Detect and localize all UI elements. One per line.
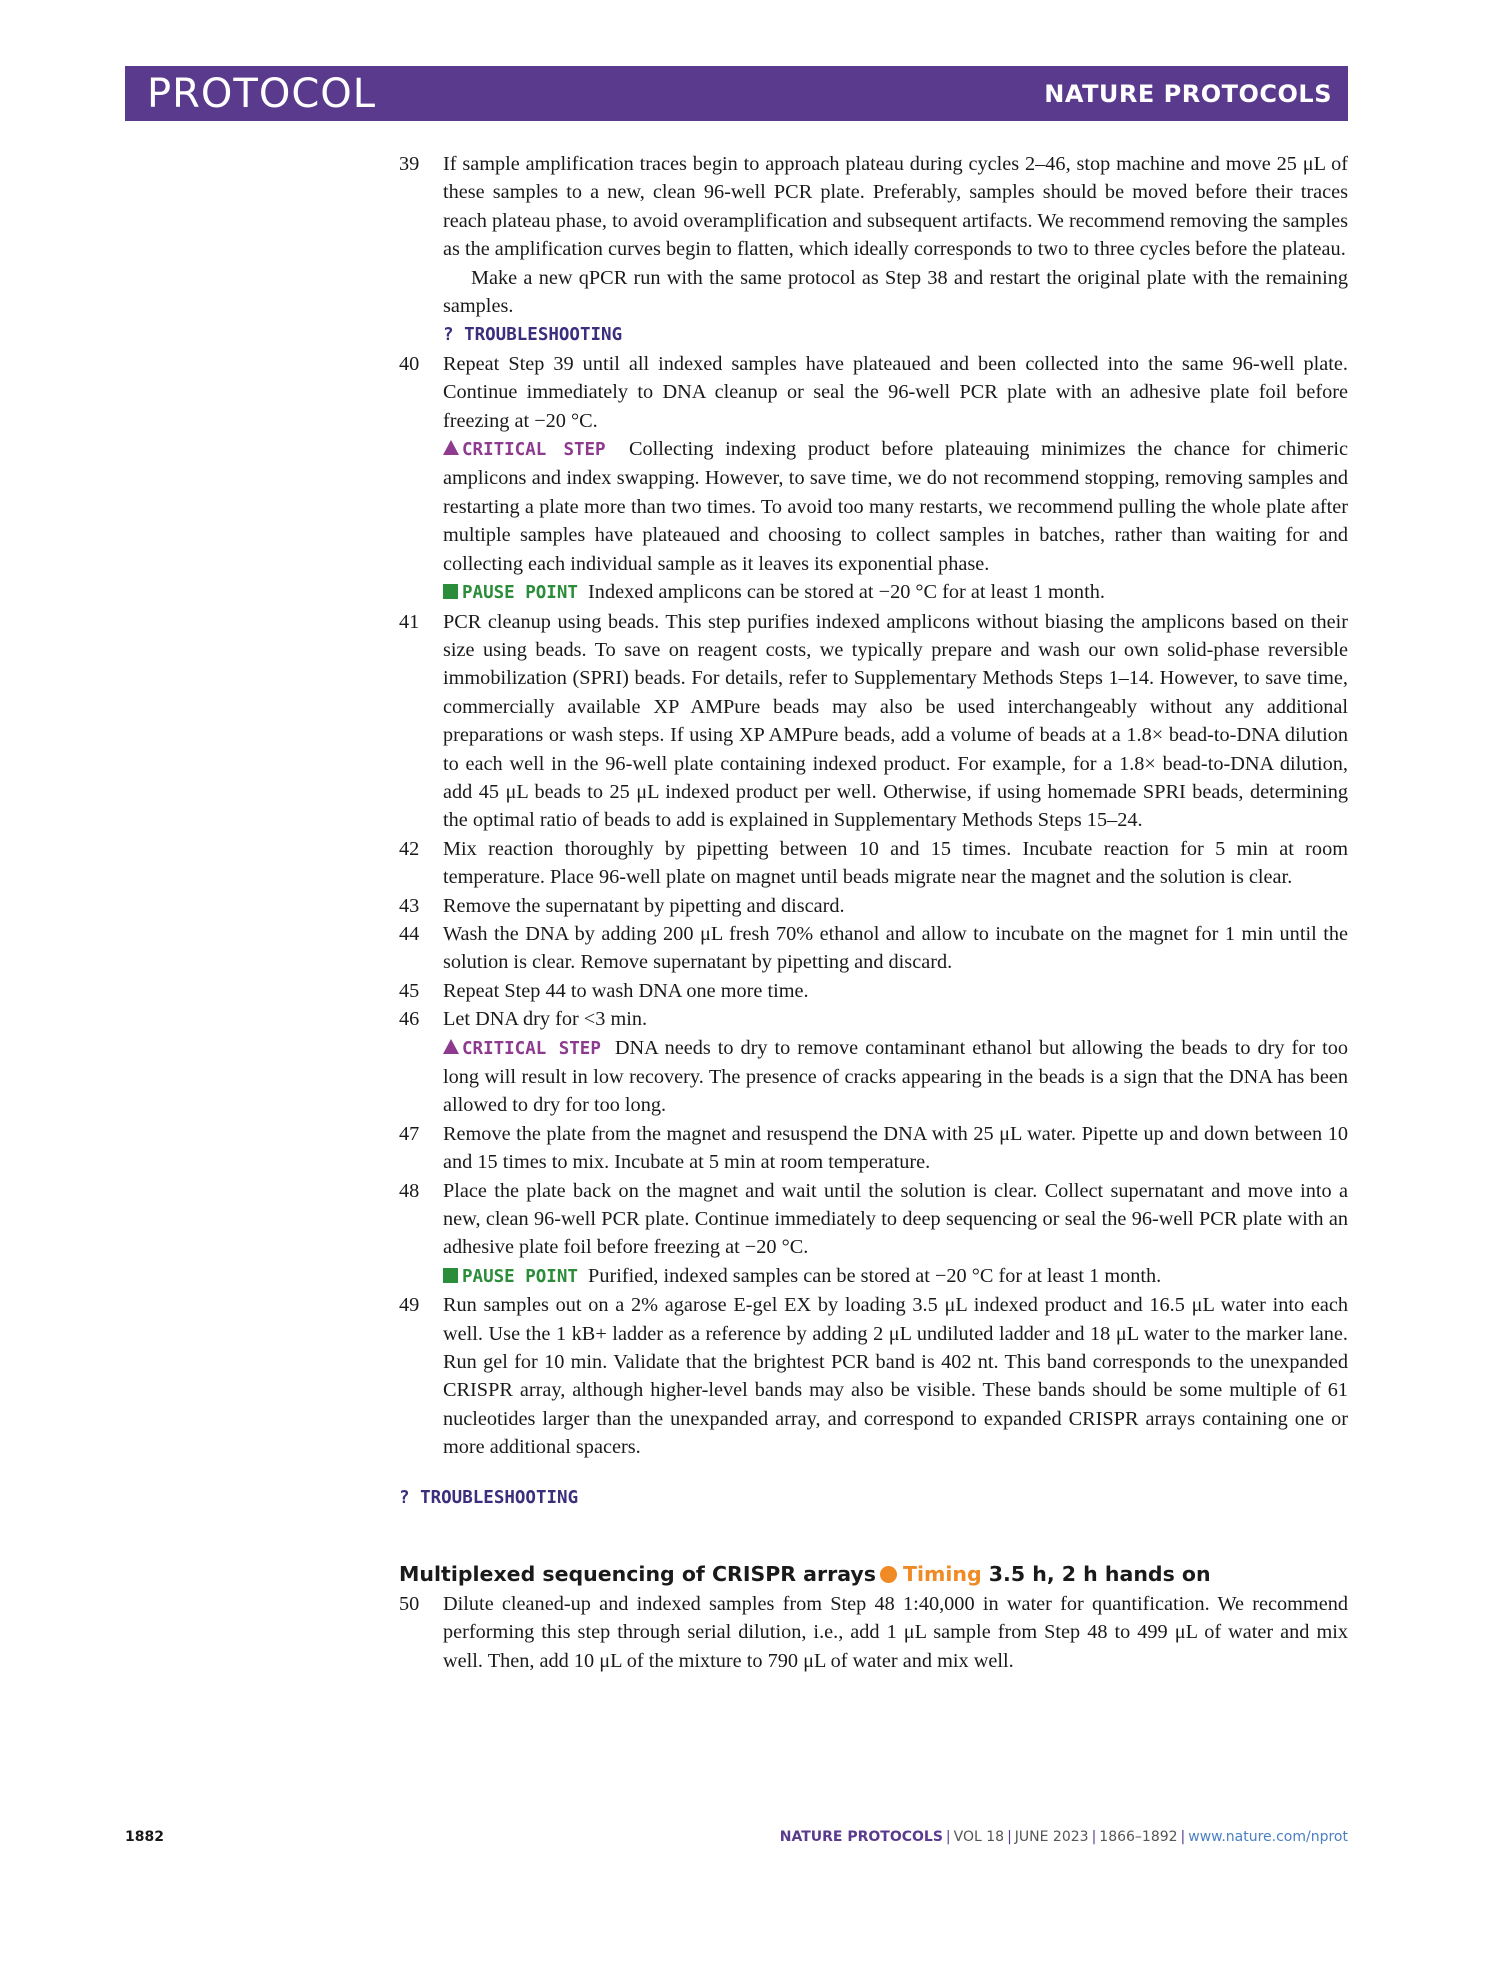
critical-step-label: CRITICAL STEP [462,440,606,461]
timing-label: Timing [902,1561,982,1586]
step-text: Dilute cleaned-up and indexed samples from Step 48 1:40,000 in water for quantification. We recommend performing this step through serial dilution, i.e., add 1 μL sample from Step 48 to 499 μL of water and mix well. Then, add 10 μL of the mixture to 790 μL of water and mix well. [443,1592,1348,1672]
step-text: PCR cleanup using beads. This step purifies indexed amplicons without biasing the amplicons based on their size using beads. To save on reagent costs, we typically prepare and wash our own solid-phase reversible immobilization (SPRI) beads. For details, refer to Supplementary Methods Steps 1–14. However, to save time, commercially available XP AMPure beads may also be used interchangeably without any additional preparations or wash steps. If using XP AMPure beads, add a volume of beads at a 1.8× bead-to-DNA dilution to each well in the 96-well plate containing indexed product. For example, for a 1.8× bead-to-DNA dilution, add 45 μL beads to 25 μL indexed product per well. Otherwise, if using homemade SPRI beads, determining the optimal ratio of beads to add is explained in Supplementary Methods Steps 15–24. [443,610,1348,832]
footer-journal-name: NATURE PROTOCOLS [779,1829,943,1845]
step-41 [399,608,1348,835]
timing-dot-icon [880,1566,897,1583]
step-number: 47 [399,1122,420,1145]
step-39 [399,150,1348,350]
pause-point-label: PAUSE POINT [462,1266,578,1287]
step-number: 41 [399,610,420,633]
step-text: Make a new qPCR run with the same protocol as Step 38 and restart the original plate with the remaining samples. [443,266,1348,318]
critical-step-note [443,435,1348,578]
critical-step-text: Collecting indexing product before plateauing minimizes the chance for chimeric amplicons and index swapping. However, to save time, we do not recommend stopping, removing samples and restarting a plate more than two times. To avoid too many restarts, we recommend pulling the whole plate after multiple samples have plateaued and choosing to collect samples in batches, rather than waiting for and collecting each individual sample as it leaves its exponential phase. [443,438,1349,575]
critical-step-label: CRITICAL STEP [462,1038,601,1059]
protocol-body [399,150,1348,1675]
troubleshooting-link[interactable]: ? TROUBLESHOOTING [443,325,623,346]
step-43 [399,892,1348,920]
critical-step-note [443,1034,1348,1120]
step-44 [399,920,1348,977]
footer-url-link[interactable]: www.nature.com/nprot [1188,1829,1348,1845]
journal-title: NATURE PROTOCOLS [1044,79,1332,108]
step-40 [399,350,1348,608]
step-number: 49 [399,1294,420,1317]
step-45 [399,977,1348,1005]
step-number: 46 [399,1008,420,1031]
timing-value: 3.5 h, 2 h hands on [988,1561,1211,1586]
section-title: Multiplexed sequencing of CRISPR arrays [399,1561,876,1586]
step-number: 50 [399,1592,420,1615]
step-50 [399,1590,1348,1675]
step-text: Mix reaction thoroughly by pipetting between 10 and 15 times. Incubate reaction for 5 min at room temperature. Place 96-well plate on magnet until beads migrate near the magnet and the solution is clear. [443,837,1348,889]
step-47 [399,1120,1348,1177]
step-text: Run samples out on a 2% agarose E-gel EX by loading 3.5 μL indexed product and 16.5 μL water into each well. Use the 1 kB+ ladder as a reference by adding 2 μL undiluted ladder and 18 μL water to the marker lane. Run gel for 10 min. Validate that the brightest PCR band is 402 nt. This band corresponds to the unexpanded CRISPR array, although higher-level bands may also be visible. These bands should be some multiple of 61 nucleotides larger than the unexpanded array, and correspond to expanded CRISPR arrays containing one or more additional spacers. [443,1294,1348,1459]
pause-point-note [443,1262,1348,1291]
step-text: Repeat Step 44 to wash DNA one more time. [443,979,809,1002]
pause-point-text: Indexed amplicons can be stored at −20 °C for at least 1 month. [588,581,1105,604]
step-number: 39 [399,153,420,175]
step-text: Remove the supernatant by pipetting and discard. [443,894,845,917]
troubleshooting-link[interactable]: ? TROUBLESHOOTING [399,1487,579,1508]
step-number: 48 [399,1179,420,1202]
pause-square-icon [443,584,458,599]
step-48 [399,1177,1348,1292]
step-number: 43 [399,894,420,917]
step-number: 45 [399,979,420,1002]
page-number: 1882 [125,1829,164,1845]
step-46 [399,1005,1348,1120]
header-banner [125,66,1348,121]
footer-pages: 1866–1892 [1099,1829,1178,1845]
footer-volume: VOL 18 [953,1829,1005,1845]
pause-point-note [443,578,1348,607]
section-type-label: PROTOCOL [147,70,377,117]
step-number: 40 [399,352,420,375]
step-text: Let DNA dry for <3 min. [443,1008,648,1031]
warning-triangle-icon [443,1039,459,1054]
pause-point-label: PAUSE POINT [462,583,578,604]
warning-triangle-icon [443,440,459,455]
pause-point-text: Purified, indexed samples can be stored at −20 °C for at least 1 month. [588,1264,1162,1287]
step-number: 44 [399,922,420,945]
step-text: If sample amplification traces begin to approach plateau during cycles 2–46, stop machine and move 25 μL of these samples to a new, clean 96-well PCR plate. Preferably, samples should be moved before their traces reach plateau phase, to avoid overamplification and subsequent artifacts. We recommend removing the samples as the amplification curves begin to flatten, which ideally corresponds to two to three cycles before the plateau. [443,153,1348,261]
step-42 [399,835,1348,892]
footer-date: JUNE 2023 [1014,1829,1089,1845]
pause-square-icon [443,1268,458,1283]
citation-info: NATURE PROTOCOLS | VOL 18 | JUNE 2023 | 1866–1892 | www.nature.com/nprot [779,1829,1348,1845]
step-text: Wash the DNA by adding 200 μL fresh 70% ethanol and allow to incubate on the magnet for 1 min until the solution is clear. Remove supernatant by pipetting and discard. [443,922,1348,974]
step-number: 42 [399,837,420,860]
step-text: Remove the plate from the magnet and resuspend the DNA with 25 μL water. Pipette up and down between 10 and 15 times to mix. Incubate at 5 min at room temperature. [443,1122,1348,1174]
step-text: Place the plate back on the magnet and wait until the solution is clear. Collect supernatant and move into a new, clean 96-well PCR plate. Continue immediately to deep sequencing or seal the 96-well PCR plate with an adhesive plate foil before freezing at −20 °C. [443,1179,1348,1259]
section-heading [399,1562,1348,1586]
step-text: Repeat Step 39 until all indexed samples have plateaued and been collected into the same 96-well plate. Continue immediately to DNA cleanup or seal the 96-well PCR plate with an adhesive plate foil before freezing at −20 °C. [443,352,1348,432]
step-49 [399,1291,1348,1461]
critical-step-text: DNA needs to dry to remove contaminant ethanol but allowing the beads to dry for too long will result in low recovery. The presence of cracks appearing in the beads is a sign that the DNA has been allowed to dry for too long. [443,1036,1348,1117]
